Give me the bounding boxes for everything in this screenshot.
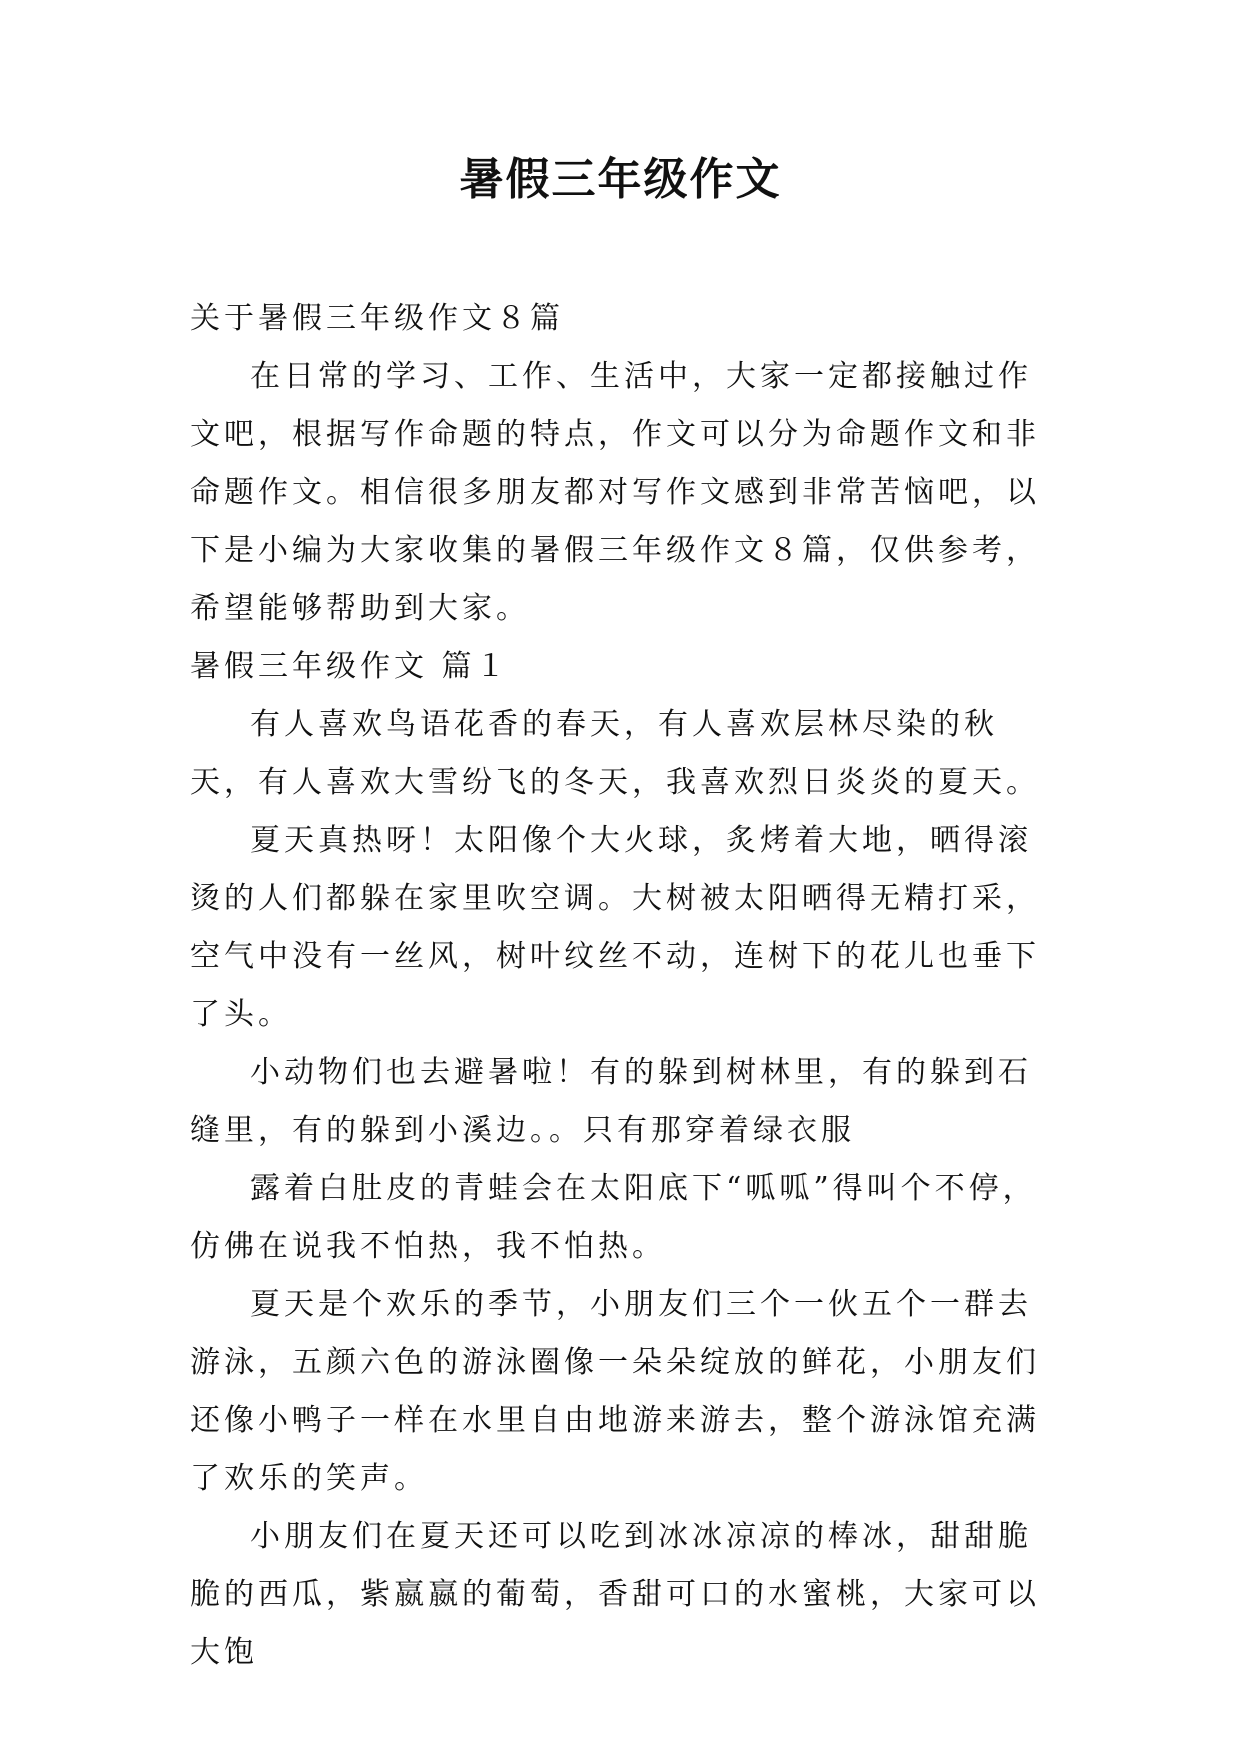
paragraph: 有人喜欢鸟语花香的春天，有人喜欢层林尽染的秋天，有人喜欢大雪纷飞的冬天，我喜欢烈日炎炎的夏天。 [190, 707, 1040, 800]
intro-paragraph: 在日常的学习、工作、生活中，大家一定都接触过作文吧，根据写作命题的特点，作文可以分为命题作文和非命题作文。相信很多朋友都对写作文感到非常苦恼吧，以下是小编为大家收集的暑假三年级作文８篇，仅供参考，希望能够帮助到大家。 [190, 359, 1040, 626]
paragraph: 露着白肚皮的青蛙会在太阳底下“呱呱”得叫个不停，仿佛在说我不怕热，我不怕热。 [190, 1171, 1037, 1264]
subtitle: 关于暑假三年级作文８篇 [190, 301, 564, 336]
paragraph: 夏天真热呀！太阳像个大火球，炙烤着大地，晒得滚烫的人们都躲在家里吹空调。大树被太阳晒得无精打采，空气中没有一丝风，树叶纹丝不动，连树下的花儿也垂下了头。 [190, 823, 1040, 1032]
paragraph: 小朋友们在夏天还可以吃到冰冰凉凉的棒冰，甜甜脆脆的西瓜，紫嬴嬴的葡萄，香甜可口的水蜜桃，大家可以大饱 [190, 1519, 1040, 1670]
paragraph: 小动物们也去避暑啦！有的躲到树林里，有的躲到石缝里，有的躲到小溪边。。只有那穿着绿衣服 [190, 1055, 1032, 1148]
document-body [190, 290, 1060, 1682]
section-heading: 暑假三年级作文 篇１ [190, 649, 510, 684]
document-title: 暑假三年级作文 [459, 154, 782, 205]
paragraph: 夏天是个欢乐的季节，小朋友们三个一伙五个一群去游泳，五颜六色的游泳圈像一朵朵绽放的鲜花，小朋友们还像小鸭子一样在水里自由地游来游去，整个游泳馆充满了欢乐的笑声。 [190, 1287, 1040, 1496]
